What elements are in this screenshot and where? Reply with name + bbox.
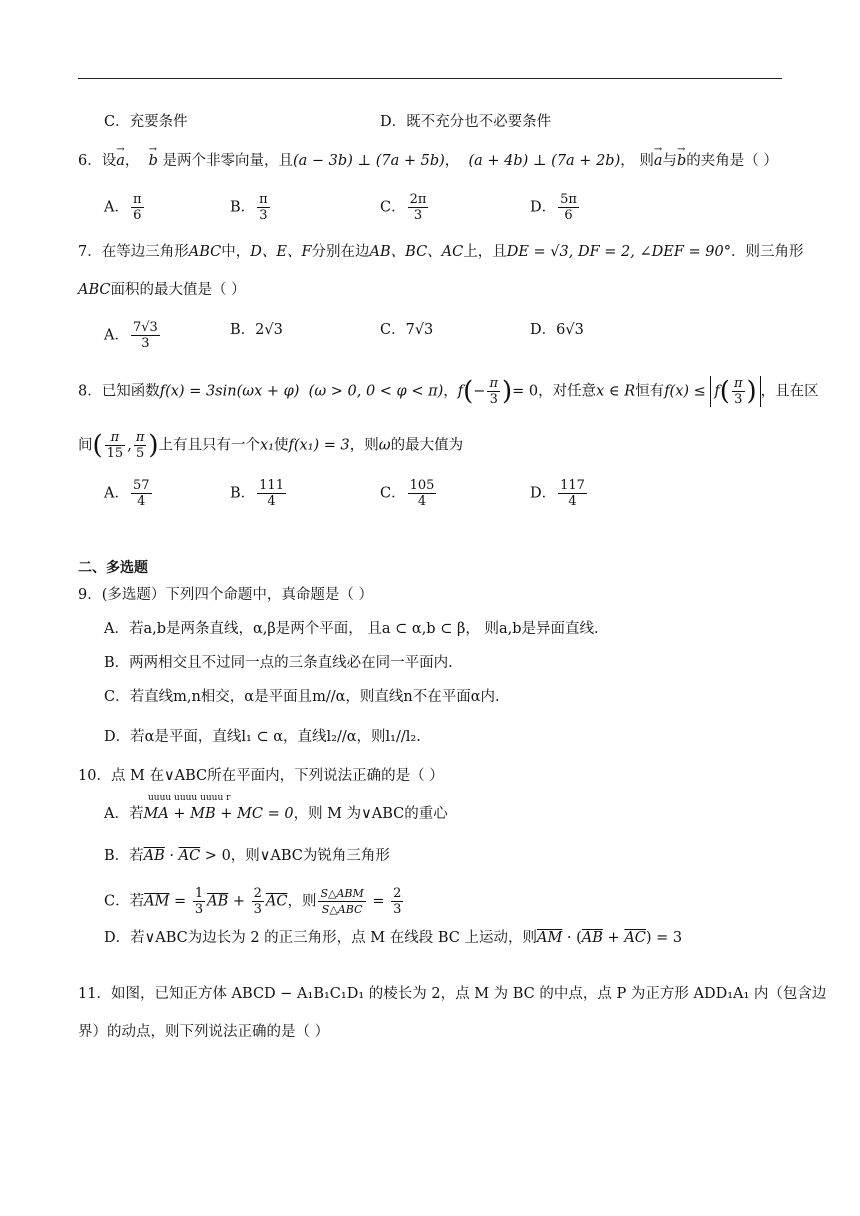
q8-option-a: A． $\frac{57}{4}$ <box>104 478 150 509</box>
q6-option-d: D． $\frac{5\pi}{6}$ <box>530 192 577 223</box>
q10-option-a: A．若MA + MB + MC = 0，则 M 为∨ABC的重心 <box>104 806 448 822</box>
q11-stem-line2: 界）的动点，则下列说法正确的是（ ） <box>78 1024 330 1040</box>
q5-option-d: D．既不充分也不必要条件 <box>380 114 552 130</box>
q9-option-d: D．若α是平面，直线l₁ ⊂ α，直线l₂//α，则l₁//l₂. <box>104 729 421 745</box>
q6-option-a: A． $\frac{\pi}{6}$ <box>104 192 142 223</box>
q6-condition-2: (a + 4b) ⊥ (7a + 2b) <box>468 153 621 169</box>
q8-stem-line1: 8．已知函数f(x) = 3sin(ωx + φ) (ω > 0, 0 < φ < π)，f(− $\frac{\pi}{3}$ )= 0，对任意x ∈ R恒有f(x) ≤ f( $\frac{\pi}{3}$ ) ，且在区 <box>78 376 819 407</box>
q6-option-c: C． $\frac{2\pi}{3}$ <box>380 192 427 223</box>
q10-option-b: B．若$\overline{AB} \cdot \overline{AC} > 0$，则∨ABC为锐角三角形 <box>104 848 390 864</box>
q9-option-a: A．若a,b是两条直线，α,β是两个平面， 且a ⊂ α,b ⊂ β， 则a,b是异面直线. <box>104 621 599 637</box>
q6-condition-1: (a − 3b) ⊥ (7a + 5b) <box>293 153 445 169</box>
q9-stem: 9．(多选题）下列四个命题中，真命题是（ ） <box>78 587 373 603</box>
q5-option-c: C．充要条件 <box>104 114 188 130</box>
q11-stem-line1: 11．如图，已知正方体 ABCD − A₁B₁C₁D₁ 的棱长为 2，点 M 为 BC 的中点，点 P 为正方形 ADD₁A₁ 内（包含边 <box>78 986 827 1002</box>
q8-option-c: C． $\frac{105}{4}$ <box>380 478 435 509</box>
q10-option-c: C．若$\overline{AM}$ = $\frac{1}{3}$ $\overline{AB}$ + $\frac{2}{3}$ $\overline{AC}$，则 $\frac{\text{S△ABM}}{\text{S△ABC}}$ = $\frac{2}{3}$ <box>104 886 402 917</box>
q8-stem-line2: 间( $\frac{\pi}{15}$ , $\frac{\pi}{5}$ )上有且只有一个x₁使f(x₁) = 3，则ω的最大值为 <box>78 430 464 461</box>
q8-option-d: D． $\frac{117}{4}$ <box>530 478 585 509</box>
q10-option-a-overtext: uuuu uuuu uuuu r <box>148 793 231 803</box>
header-rule <box>78 78 782 79</box>
section-heading: 二、多选题 <box>78 560 148 576</box>
q10-option-d: D．若∨ABC为边长为 2 的正三角形，点 M 在线段 BC 上运动，则$\overline{AM} \cdot (\overline{AB} + \overline{AC}) = 3$ <box>104 930 683 946</box>
q10-stem: 10．点 M 在∨ABC所在平面内，下列说法正确的是（ ） <box>78 768 444 784</box>
q7-option-b: B．2√3 <box>230 322 283 338</box>
q7-option-d: D．6√3 <box>530 322 584 338</box>
q6-option-b: B． $\frac{\pi}{3}$ <box>230 192 268 223</box>
q9-option-c: C．若直线m,n相交，α是平面且m//α，则直线n不在平面α内. <box>104 689 500 705</box>
q7-stem-line2: ABC面积的最大值是（ ） <box>78 282 246 298</box>
q7-stem-line1: 7．在等边三角形ABC中，D、E、F分别在边AB、BC、AC上，且DE = √3, DF = 2, ∠DEF = 90°．则三角形 <box>78 244 804 260</box>
q7-option-c: C．7√3 <box>380 322 434 338</box>
q8-option-b: B． $\frac{111}{4}$ <box>230 478 284 509</box>
q6-stem: 6．设→ a， → b 是两个非零向量，且(a − 3b) ⊥ (7a + 5b)， (a + 4b) ⊥ (7a + 2b)， 则→ a与→ b的夹角是（ ） <box>78 151 778 171</box>
q9-option-b: B．两两相交且不过同一点的三条直线必在同一平面内. <box>104 655 453 671</box>
q7-option-a: A． $\frac{7√3}{3}$ <box>104 320 158 351</box>
